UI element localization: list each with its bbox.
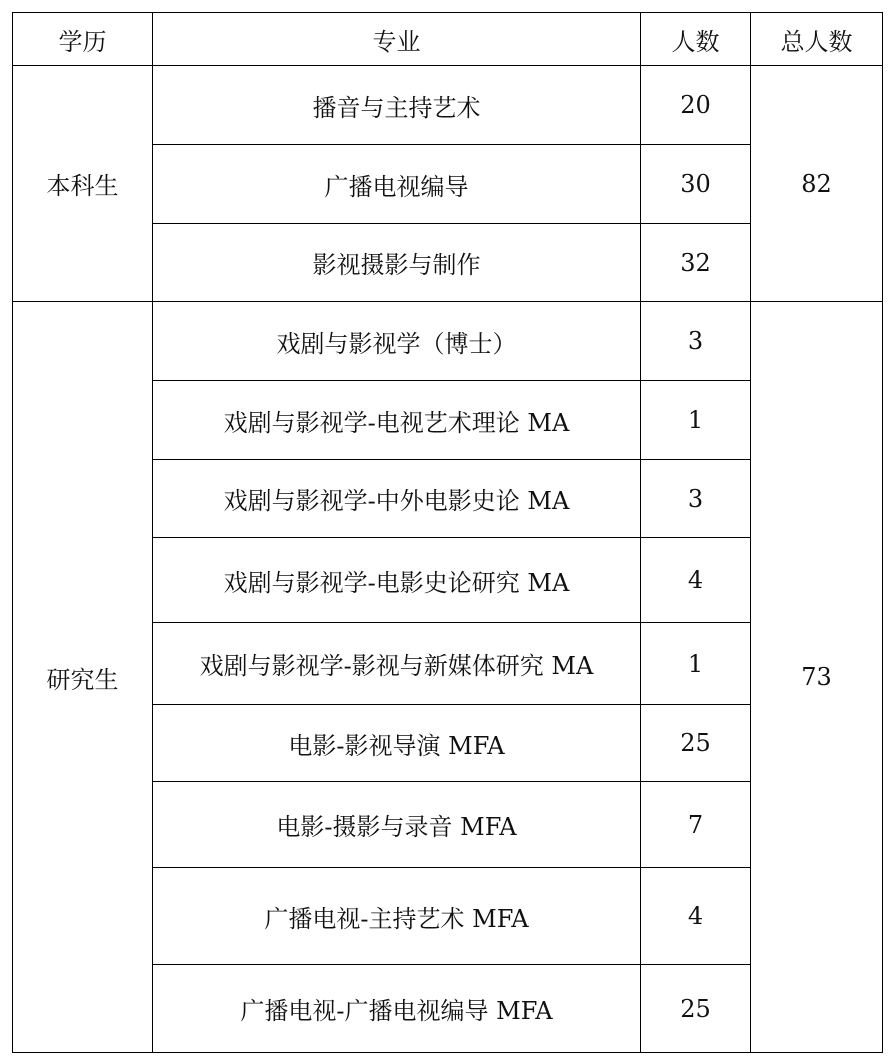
table-row <box>13 66 883 145</box>
enrollment-table <box>12 12 883 1053</box>
header-level: 学历 <box>13 13 153 66</box>
major-cell: 广播电视-主持艺术 MFA <box>153 868 641 965</box>
count-cell: 7 <box>641 782 751 868</box>
level-cell-undergraduate: 本科生 <box>13 66 153 302</box>
header-row <box>13 13 883 66</box>
major-cell: 广播电视编导 <box>153 145 641 224</box>
major-cell: 广播电视-广播电视编导 MFA <box>153 965 641 1053</box>
total-cell-undergraduate: 82 <box>751 66 883 302</box>
major-cell: 播音与主持艺术 <box>153 66 641 145</box>
count-cell: 1 <box>641 623 751 705</box>
major-cell: 电影-影视导演 MFA <box>153 705 641 782</box>
count-cell: 3 <box>641 302 751 381</box>
count-cell: 1 <box>641 381 751 460</box>
count-cell: 20 <box>641 66 751 145</box>
header-total: 总人数 <box>751 13 883 66</box>
total-cell-graduate: 73 <box>751 302 883 1053</box>
major-cell: 戏剧与影视学-电视艺术理论 MA <box>153 381 641 460</box>
count-cell: 32 <box>641 224 751 302</box>
major-cell: 戏剧与影视学-影视与新媒体研究 MA <box>153 623 641 705</box>
major-cell: 戏剧与影视学-中外电影史论 MA <box>153 460 641 538</box>
count-cell: 25 <box>641 705 751 782</box>
count-cell: 4 <box>641 868 751 965</box>
count-cell: 25 <box>641 965 751 1053</box>
table-row <box>13 302 883 381</box>
header-major: 专业 <box>153 13 641 66</box>
major-cell: 电影-摄影与录音 MFA <box>153 782 641 868</box>
major-cell: 影视摄影与制作 <box>153 224 641 302</box>
major-cell: 戏剧与影视学（博士） <box>153 302 641 381</box>
count-cell: 4 <box>641 538 751 623</box>
header-count: 人数 <box>641 13 751 66</box>
major-cell: 戏剧与影视学-电影史论研究 MA <box>153 538 641 623</box>
level-cell-graduate: 研究生 <box>13 302 153 1053</box>
count-cell: 3 <box>641 460 751 538</box>
count-cell: 30 <box>641 145 751 224</box>
